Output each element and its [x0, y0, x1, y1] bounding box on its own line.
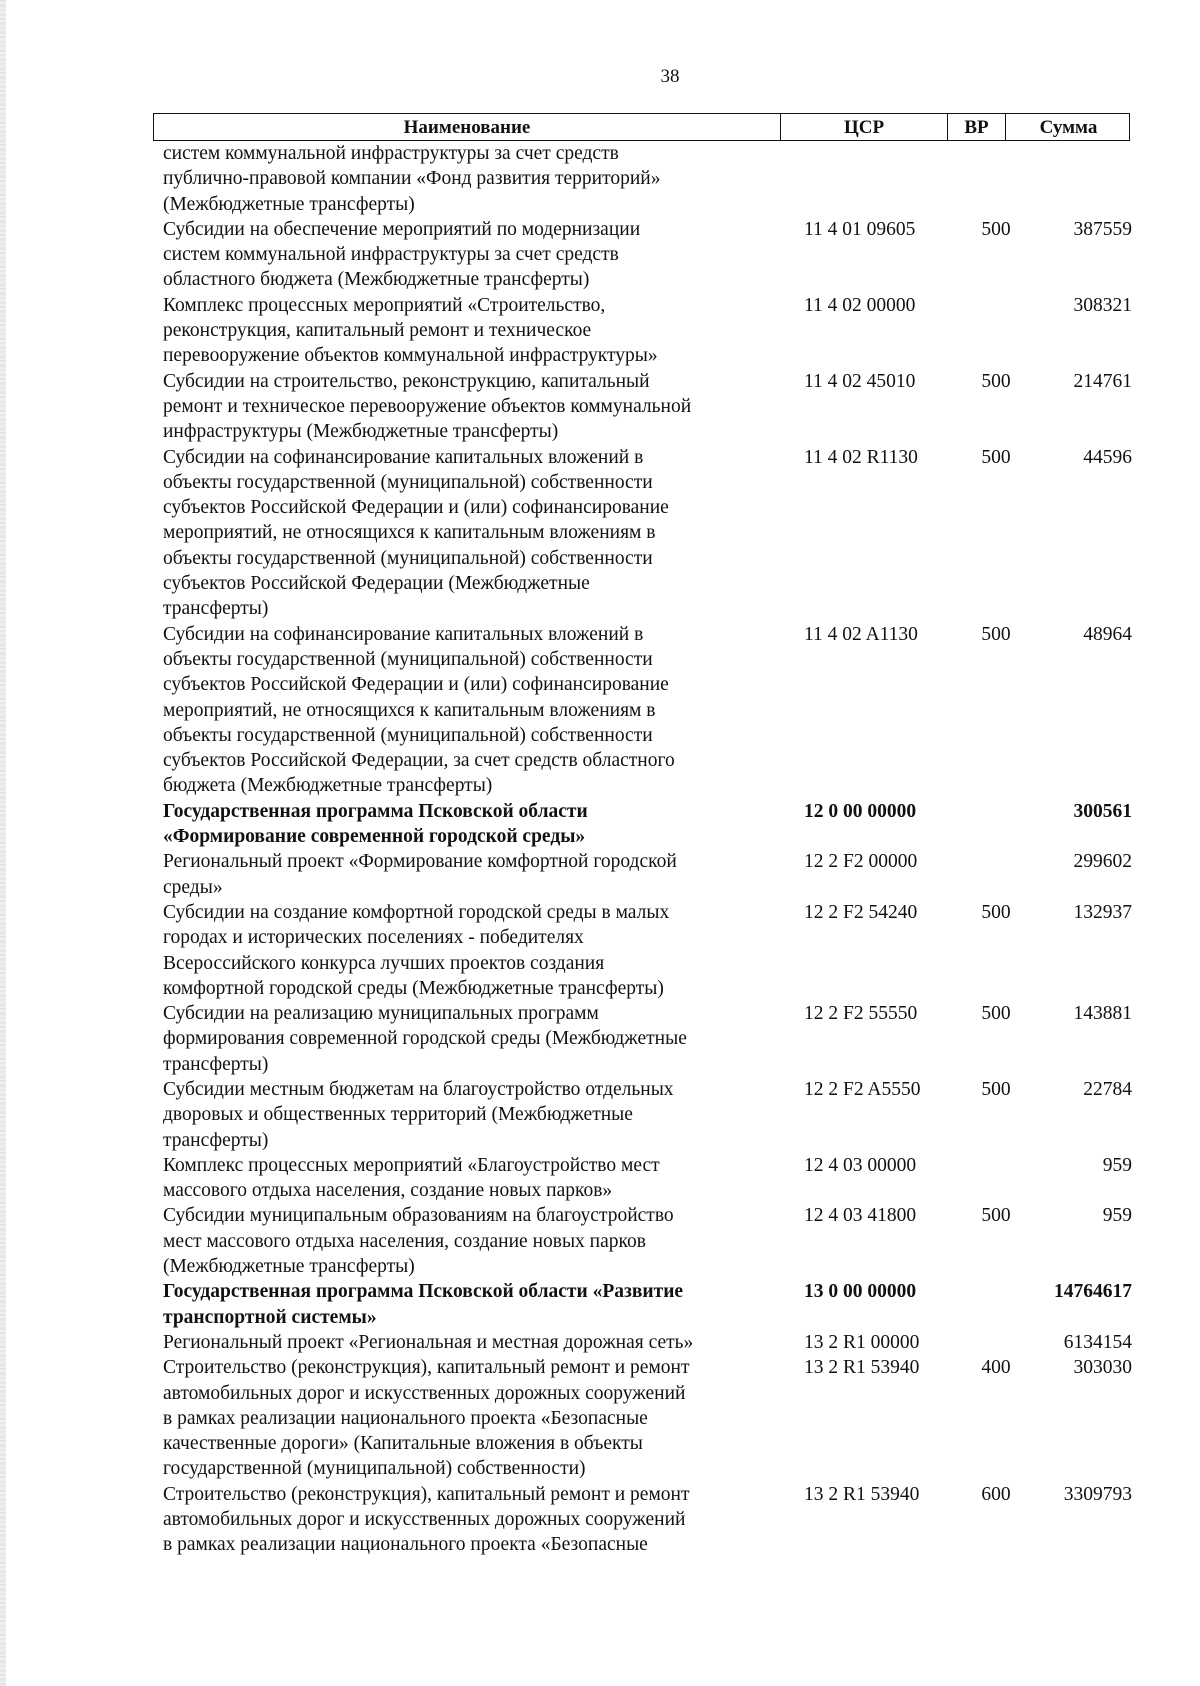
- header-csr: ЦСР: [781, 114, 948, 140]
- table-row: [163, 849, 1133, 900]
- row-name-line: в рамках реализации национального проекта «Безопасные: [163, 1534, 648, 1556]
- row-name-line: городах и исторических поселениях - победителях: [163, 927, 584, 949]
- row-vr: 600: [981, 1483, 1011, 1505]
- row-name: [163, 849, 768, 900]
- row-name: [163, 1153, 768, 1204]
- row-name-line: в рамках реализации национального проекта «Безопасные: [163, 1407, 648, 1429]
- row-sum: 303030: [1073, 1357, 1132, 1379]
- row-csr: 12 2 F2 00000: [804, 851, 918, 873]
- table-header: [153, 113, 1130, 141]
- row-sum: 308321: [1073, 294, 1132, 316]
- row-sum: 299602: [1073, 851, 1132, 873]
- row-name-line: областного бюджета (Межбюджетные трансферты): [163, 269, 590, 291]
- row-csr: 13 2 R1 53940: [804, 1483, 920, 1505]
- row-name-line: субъектов Российской Федерации (Межбюджетные: [163, 573, 590, 595]
- row-name: [163, 369, 768, 445]
- row-sum: 44596: [1083, 446, 1132, 468]
- row-name-line: объекты государственной (муниципальной) собственности: [163, 547, 653, 569]
- header-name: Наименование: [154, 114, 781, 140]
- row-name-line: трансферты): [163, 1129, 269, 1151]
- row-name-line: Субсидии местным бюджетам на благоустройство отдельных: [163, 1078, 674, 1100]
- row-name-line: Субсидии на софинансирование капитальных вложений в: [163, 623, 644, 645]
- row-csr: 12 4 03 00000: [804, 1154, 917, 1176]
- table-body: [163, 141, 1133, 1558]
- row-name-line: Субсидии на создание комфортной городской среды в малых: [163, 901, 670, 923]
- table-row: [163, 622, 1133, 799]
- row-name-line: Субсидии на обеспечение мероприятий по модернизации: [163, 218, 641, 240]
- table-row: [163, 900, 1133, 1001]
- row-csr: 11 4 02 A1130: [804, 623, 918, 645]
- row-vr: 500: [981, 218, 1011, 240]
- row-name-line: объекты государственной (муниципальной) собственности: [163, 724, 653, 746]
- row-name-line: массового отдыха населения, создание новых парков»: [163, 1180, 613, 1202]
- row-csr: 11 4 02 45010: [804, 370, 916, 392]
- row-csr: 12 2 F2 A5550: [804, 1078, 921, 1100]
- row-name-line: качественные дороги» (Капитальные вложения в объекты: [163, 1433, 643, 1455]
- row-vr: 500: [981, 1205, 1011, 1227]
- row-csr: 12 4 03 41800: [804, 1205, 917, 1227]
- row-name-line: транспортной системы»: [163, 1306, 377, 1328]
- row-name: [163, 900, 768, 1001]
- row-name: [163, 622, 768, 799]
- table-row: [163, 293, 1133, 369]
- row-sum: 22784: [1083, 1078, 1132, 1100]
- row-name-line: систем коммунальной инфраструктуры за счет средств: [163, 244, 619, 266]
- row-name-line: ремонт и техническое перевооружение объектов коммунальной: [163, 395, 692, 417]
- page-number: 38: [660, 66, 680, 87]
- row-vr: 400: [981, 1357, 1011, 1379]
- row-name-line: Субсидии на реализацию муниципальных программ: [163, 1003, 599, 1025]
- row-vr: 500: [981, 446, 1011, 468]
- row-sum: 143881: [1073, 1003, 1132, 1025]
- row-vr: 500: [981, 1078, 1011, 1100]
- row-name-line: перевооружение объектов коммунальной инфраструктуры»: [163, 345, 658, 367]
- row-name: [163, 1001, 768, 1077]
- row-name-line: (Межбюджетные трансферты): [163, 193, 415, 215]
- table-row: [163, 1355, 1133, 1481]
- row-sum: 48964: [1083, 623, 1132, 645]
- row-sum: 959: [1102, 1154, 1132, 1176]
- table-row: [163, 1203, 1133, 1279]
- row-csr: 11 4 01 09605: [804, 218, 916, 240]
- row-name: [163, 1482, 768, 1558]
- row-name-line: бюджета (Межбюджетные трансферты): [163, 775, 493, 797]
- row-sum: 14764617: [1054, 1281, 1132, 1303]
- row-sum: 6134154: [1063, 1331, 1132, 1353]
- row-name-line: субъектов Российской Федерации и (или) софинансирование: [163, 674, 669, 696]
- table-row: [163, 1330, 1133, 1355]
- row-name: [163, 1279, 768, 1330]
- header-vr: ВР: [948, 114, 1006, 140]
- row-csr: 12 0 00 00000: [804, 800, 917, 822]
- row-name: [163, 1355, 768, 1481]
- row-name-line: Региональный проект «Региональная и местная дорожная сеть»: [163, 1331, 694, 1353]
- row-name-line: «Формирование современной городской среды»: [163, 826, 586, 848]
- row-vr: 500: [981, 901, 1011, 923]
- table-row: [163, 1279, 1133, 1330]
- row-vr: 500: [981, 370, 1011, 392]
- row-vr: 500: [981, 1003, 1011, 1025]
- table-row: [163, 1153, 1133, 1204]
- table-row: [163, 1077, 1133, 1153]
- row-sum: 214761: [1073, 370, 1132, 392]
- row-csr: 11 4 02 00000: [804, 294, 916, 316]
- row-name-line: Субсидии муниципальным образованиям на благоустройство: [163, 1205, 674, 1227]
- row-name: [163, 217, 768, 293]
- row-name-line: систем коммунальной инфраструктуры за счет средств: [163, 143, 619, 164]
- row-name-line: Комплекс процессных мероприятий «Благоустройство мест: [163, 1154, 660, 1176]
- header-sum: Сумма: [1039, 117, 1098, 138]
- row-name-line: (Межбюджетные трансферты): [163, 1256, 415, 1278]
- row-name-line: формирования современной городской среды (Межбюджетные: [163, 1028, 687, 1050]
- table-row: [163, 445, 1133, 622]
- table-row: [163, 141, 1133, 217]
- row-name-line: объекты государственной (муниципальной) собственности: [163, 648, 653, 670]
- row-csr: 12 2 F2 55550: [804, 1003, 918, 1025]
- row-name: [163, 293, 768, 369]
- row-csr: 13 2 R1 00000: [804, 1331, 920, 1353]
- row-name-line: субъектов Российской Федерации, за счет средств областного: [163, 750, 675, 772]
- row-name-line: публично-правовой компании «Фонд развития территорий»: [163, 168, 661, 190]
- row-name-line: комфортной городской среды (Межбюджетные трансферты): [163, 977, 664, 999]
- row-csr: 13 0 00 00000: [804, 1281, 917, 1303]
- row-name: [163, 141, 768, 217]
- row-sum: 959: [1102, 1205, 1132, 1227]
- row-sum: 3309793: [1063, 1483, 1132, 1505]
- row-name-line: объекты государственной (муниципальной) собственности: [163, 471, 653, 493]
- row-name: [163, 1077, 768, 1153]
- scan-edge: [0, 0, 6, 1686]
- row-name-line: Строительство (реконструкция), капитальный ремонт и ремонт: [163, 1483, 690, 1505]
- row-csr: 11 4 02 R1130: [804, 446, 918, 468]
- row-name-line: субъектов Российской Федерации и (или) софинансирование: [163, 497, 669, 519]
- row-name-line: мероприятий, не относящихся к капитальным вложениям в: [163, 699, 656, 721]
- row-sum: 300561: [1073, 800, 1132, 822]
- row-csr: 13 2 R1 53940: [804, 1357, 920, 1379]
- row-name-line: автомобильных дорог и искусственных дорожных сооружений: [163, 1509, 686, 1531]
- table-row: [163, 799, 1133, 850]
- row-name-line: мероприятий, не относящихся к капитальным вложениям в: [163, 522, 656, 544]
- row-name-line: реконструкция, капитальный ремонт и техническое: [163, 320, 592, 342]
- row-name-line: Субсидии на строительство, реконструкцию, капитальный: [163, 370, 650, 392]
- table-row: [163, 217, 1133, 293]
- row-sum: 387559: [1073, 218, 1132, 240]
- row-name: [163, 799, 768, 850]
- table-row: [163, 1482, 1133, 1558]
- row-name-line: трансферты): [163, 1053, 269, 1075]
- row-name-line: инфраструктуры (Межбюджетные трансферты): [163, 421, 559, 443]
- row-name: [163, 1203, 768, 1279]
- row-name-line: Региональный проект «Формирование комфортной городской: [163, 851, 677, 873]
- row-name-line: автомобильных дорог и искусственных дорожных сооружений: [163, 1382, 686, 1404]
- row-name-line: дворовых и общественных территорий (Межбюджетные: [163, 1104, 633, 1126]
- row-name: [163, 1330, 768, 1355]
- row-name: [163, 445, 768, 622]
- row-csr: 12 2 F2 54240: [804, 901, 918, 923]
- row-name-line: среды»: [163, 876, 223, 898]
- row-name-line: трансферты): [163, 598, 269, 620]
- row-name-line: Комплекс процессных мероприятий «Строительство,: [163, 294, 606, 316]
- row-name-line: Государственная программа Псковской области «Развитие: [163, 1281, 684, 1303]
- row-name-line: Государственная программа Псковской области: [163, 800, 588, 822]
- row-vr: 500: [981, 623, 1011, 645]
- row-name-line: Всероссийского конкурса лучших проектов создания: [163, 952, 605, 974]
- row-name-line: Строительство (реконструкция), капитальный ремонт и ремонт: [163, 1357, 690, 1379]
- row-sum: 132937: [1073, 901, 1132, 923]
- table-row: [163, 369, 1133, 445]
- table-row: [163, 1001, 1133, 1077]
- row-name-line: мест массового отдыха населения, создание новых парков: [163, 1230, 646, 1252]
- row-name-line: государственной (муниципальной) собственности): [163, 1458, 586, 1480]
- row-name-line: Субсидии на софинансирование капитальных вложений в: [163, 446, 644, 468]
